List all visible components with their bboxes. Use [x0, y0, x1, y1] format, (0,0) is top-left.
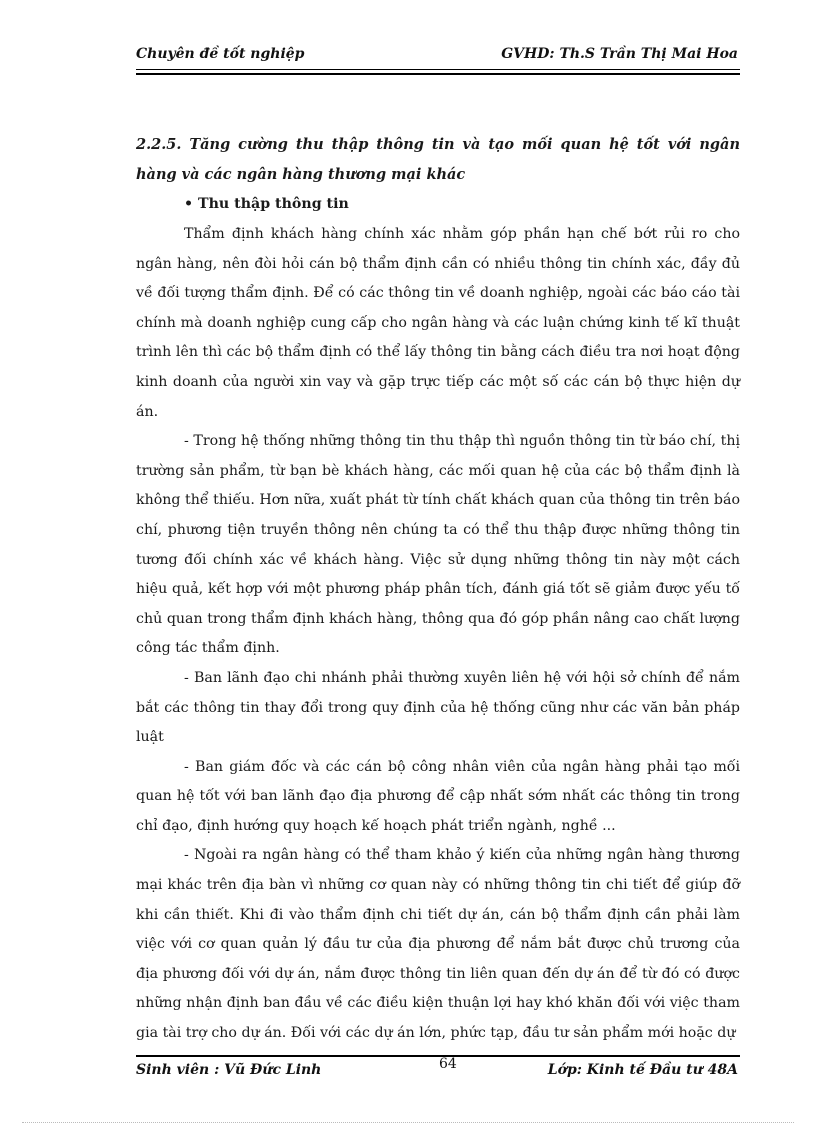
footer-student: Sinh viên : Vũ Đức Linh [136, 1062, 322, 1078]
paragraph-1: Thẩm định khách hàng chính xác nhằm góp phần hạn chế bớt rủi ro cho ngân hàng, nên đòi hỏi cán bộ thẩm định cần có nhiều thông tin chính xác, đầy đủ về đối tượng thẩm định. Để có các thông tin về doanh nghiệp, ngoài các báo cáo tài chính mà doanh nghiệp cung cấp cho ngân hàng và các luận chứng kinh tế kĩ thuật trình lên thì các bộ thẩm định có thể lấy thông tin bằng cách điều tra nơi hoạt động kinh doanh của người xin vay và gặp trực tiếp các một số các cán bộ thực hiện dự án. [136, 226, 740, 420]
paragraph-4: - Ban giám đốc và các cán bộ công nhân viên của ngân hàng phải tạo mối quan hệ tốt với ban lãnh đạo địa phương để cập nhất sớm nhất các thông tin trong chỉ đạo, định hướng quy hoạch kế hoạch phát triển ngành, nghề ... [136, 758, 740, 834]
paragraph-3: - Ban lãnh đạo chi nhánh phải thường xuyên liên hệ với hội sở chính để nắm bắt các thông tin thay đổi trong quy định của hệ thống cũng như các văn bản pháp luật [136, 669, 740, 746]
header-topic: Chuyên đề tốt nghiệp [136, 46, 305, 62]
page-body [136, 130, 740, 1049]
page-footer [136, 1056, 738, 1084]
bullet-heading: • Thu thập thông tin [184, 196, 349, 212]
footer-divider [136, 1055, 740, 1059]
footer-class: Lớp: Kinh tế Đầu tư 48A [547, 1062, 738, 1078]
section-title: 2.2.5. Tăng cường thu thập thông tin và tạo mối quan hệ tốt với ngân hàng và các ngân hàng thương mại khác [136, 136, 740, 183]
header-advisor: GVHD: Th.S Trần Thị Mai Hoa [501, 46, 738, 62]
header-divider [136, 69, 740, 75]
paragraph-5: - Ngoài ra ngân hàng có thể tham khảo ý kiến của những ngân hàng thương mại khác trên địa bàn vì những cơ quan này có những thông tin chi tiết để giúp đỡ khi cần thiết. Khi đi vào thẩm định chi tiết dự án, cán bộ thẩm định cần phải làm việc với cơ quan quản lý đầu tư của địa phương để nắm bắt được chủ trương của địa phương đối với dự án, nắm được thông tin liên quan đến dự án để từ đó có được những nhận định ban đầu về các điều kiện thuận lợi hay khó khăn đối với việc tham gia tài trợ cho dự án. Đối với các dự án lớn, phức tạp, đầu tư sản phẩm mới hoặc dự [136, 847, 740, 1042]
paragraph-2: - Trong hệ thống những thông tin thu thập thì nguồn thông tin từ báo chí, thị trường sản phẩm, từ bạn bè khách hàng, các mối quan hệ của các bộ thẩm định là không thể thiếu. Hơn nữa, xuất phát từ tính chất khách quan của thông tin trên báo chí, phương tiện truyền thông nên chúng ta có thể thu thập được những thông tin tương đối chính xác về khách hàng. Việc sử dụng những thông tin này một cách hiệu quả, kết hợp với một phương pháp phân tích, đánh giá tốt sẽ giảm được yếu tố chủ quan trong thẩm định khách hàng, thông qua đó góp phần nâng cao chất lượng công tác thẩm định. [136, 433, 740, 657]
page-header [136, 46, 738, 68]
page-number: 64 [439, 1056, 457, 1072]
